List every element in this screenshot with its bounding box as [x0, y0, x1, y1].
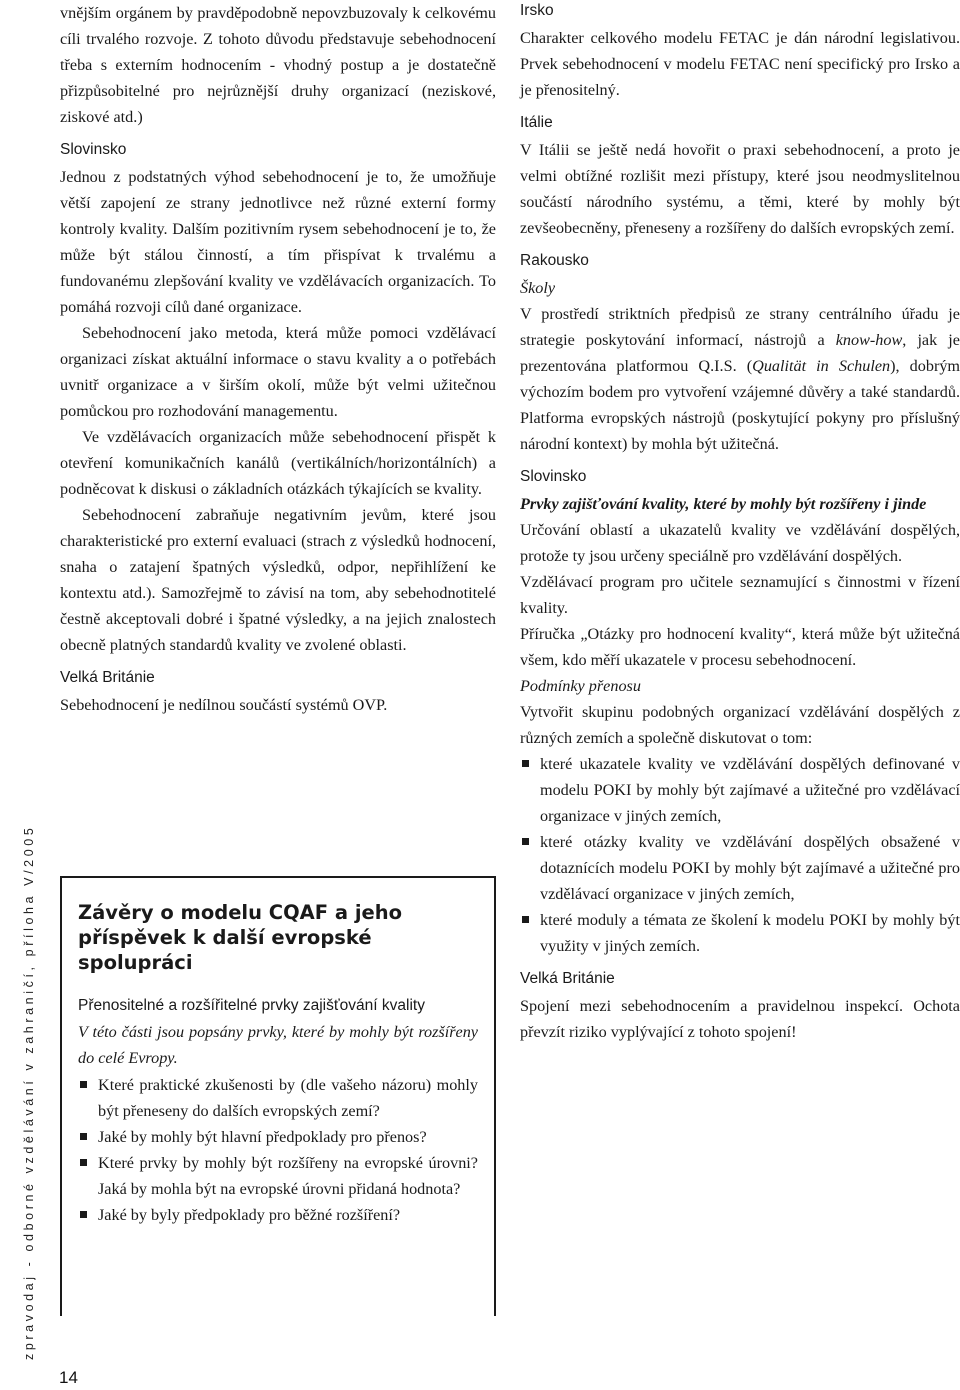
heading-slovinsko: Slovinsko — [60, 141, 127, 158]
paragraph: Sebehodnocení je nedílnou součástí systémů OVP. — [60, 696, 388, 714]
paragraph: Ve vzdělávacích organizacích může sebehodnocení přispět k otevření komunikačních kanálů (vertikálních/horizontálních) a podněcovat k diskusi o základních otázkách týkajících se kvality. — [60, 428, 496, 498]
right-column — [520, 0, 960, 1045]
box-title: Závěry o modelu CQAF a jeho příspěvek k další evropské spolupráci — [78, 901, 403, 974]
intro-paragraph: vnějším orgánem by pravděpodobně nepovzbuzovaly k celkovému cíli trvalého rozvoje. Z tohoto důvodu představuje sebehodnocení třeba s externím hodnocením - vhodný postup a je dostatečně přizpůsobitelné pro nejrůznější druhy organizací (neziskové, ziskové atd.) — [60, 4, 496, 126]
running-title-text: zpravodaj - odborné vzdělávání v zahraničí, příloha V/2005 — [22, 824, 36, 1360]
subheading-skoly: Školy — [520, 279, 556, 297]
paragraph: Sebehodnocení jako metoda, která může pomoci vzdělávací organizaci získat aktuální informace o stavu kvality a o potřebách uvnitř organizace a v širším okolí, může být velmi užitečnou pomůckou pro rozhodování managementu. — [60, 324, 496, 420]
heading-velka-britanie: Velká Británie — [60, 669, 155, 686]
paragraph: V Itálii se ještě nedá hovořit o praxi sebehodnocení, a proto je velmi obtížné rozlišit mezi přístupy, které jsou neodmyslitelnou součástí národního systému, a těmi, které by mohly být zevšeobecněny, přeneseny a rozšířeny do dalších evropských zemí. — [520, 141, 960, 237]
paragraph: Spojení mezi sebehodnocením a pravidelnou inspekcí. Ochota převzít riziko vyplývající z tohoto spojení! — [520, 997, 960, 1041]
paragraph: Sebehodnocení zabraňuje negativním jevům, které jsou charakteristické pro externí evaluaci (strach z výsledků hodnocení, snaha o zatajení špatných výsledků, odpor, nepřihlížení ke kontextu atd.). Samozřejmě to závisí na tom, aby sebehodnotitelé čestně akceptovali dobré i špatné výsledky, a na jejich znalostech obecně platných standardů kvality ve zvolené oblasti. — [60, 506, 496, 654]
subheading-prvky: Prvky zajišťování kvality, které by mohly být rozšířeny i jinde — [520, 495, 927, 513]
list-item: které moduly a témata ze školení k modelu POKI by mohly být využity v jiných zemích. — [520, 907, 960, 959]
left-column — [60, 0, 496, 718]
heading-rakousko: Rakousko — [520, 252, 589, 269]
box-subtitle: Přenositelné a rozšířitelné prvky zajišťování kvality — [78, 997, 425, 1014]
text-run: , jak je prezentována platformou Q.I.S. ( — [520, 331, 960, 375]
paragraph: Vytvořit skupinu podobných organizací vzdělávání dospělých z různých zemích a společně diskutovat o tom: — [520, 703, 960, 747]
text-run: ), dobrým výchozím bodem pro vytvoření vzájemné důvěry a také standardů. Platforma evropských nástrojů (poskytující pokyny pro příslušný národní kontext) by mohla být užitečná. — [520, 357, 960, 453]
heading-velka-britanie: Velká Británie — [520, 970, 615, 987]
heading-slovinsko: Slovinsko — [520, 468, 587, 485]
list-item: Jaké by byly předpoklady pro běžné rozšíření? — [78, 1202, 478, 1228]
list-item: Jaké by mohly být hlavní předpoklady pro přenos? — [78, 1124, 478, 1150]
side-running-title — [0, 0, 40, 1390]
conclusions-box — [60, 876, 496, 1316]
list-item: Které prvky by mohly být rozšířeny na evropské úrovni? Jaká by mohla být na evropské úrovni přidaná hodnota? — [78, 1150, 478, 1202]
list-item: Které praktické zkušenosti by (dle vašeho názoru) mohly být přeneseny do dalších evropských zemí? — [78, 1072, 478, 1124]
list-item: které otázky kvality ve vzdělávání dospělých obsažené v dotaznících modelu POKI by mohly být zajímavé a užitečné pro vzdělávací organizace v jiných zemích, — [520, 829, 960, 907]
list-item: které ukazatele kvality ve vzdělávání dospělých definované v modelu POKI by mohly být zajímavé a užitečné pro vzdělávací organizace v jiných zemích, — [520, 751, 960, 829]
subheading-podminky: Podmínky přenosu — [520, 677, 641, 695]
paragraph: Vzdělávací program pro učitele seznamující s činnostmi v řízení kvality. — [520, 573, 960, 617]
text-run: V prostředí striktních předpisů ze strany centrálního úřadu je strategie poskytování informací, nástrojů a — [520, 305, 960, 349]
text-run-italic: Qualität in Schulen — [752, 357, 891, 375]
paragraph: Určování oblastí a ukazatelů kvality ve vzdělávání dospělých, protože ty jsou určeny speciálně pro vzdělávání dospělých. — [520, 521, 960, 565]
paragraph: Příručka „Otázky pro hodnocení kvality“, která může být užitečná všem, kdo měří ukazatele v procesu sebehodnocení. — [520, 625, 960, 669]
page-number: 14 — [59, 1368, 78, 1387]
heading-italie: Itálie — [520, 114, 553, 131]
heading-irsko: Irsko — [520, 2, 554, 19]
box-question-list — [78, 1072, 478, 1228]
text-run-italic: know-how — [835, 331, 903, 349]
paragraph: Jednou z podstatných výhod sebehodnocení je to, že umožňuje větší zapojení ze strany jednotlivce než různé externí formy kontroly kvality. Dalším pozitivním rysem sebehodnocení je to, že může být stálou činností, a tím přispívat k trvalému a fundovanému zlepšování kvality ve vzdělávacích organizacích. To pomáhá rozvoji cílů dané organizace. — [60, 168, 496, 316]
paragraph — [520, 301, 960, 457]
podminky-list — [520, 751, 960, 959]
box-intro: V této části jsou popsány prvky, které by mohly být rozšířeny do celé Evropy. — [78, 1023, 478, 1067]
paragraph: Charakter celkového modelu FETAC je dán národní legislativou. Prvek sebehodnocení v modelu FETAC není specifický pro Irsko a je přenositelný. — [520, 29, 960, 99]
